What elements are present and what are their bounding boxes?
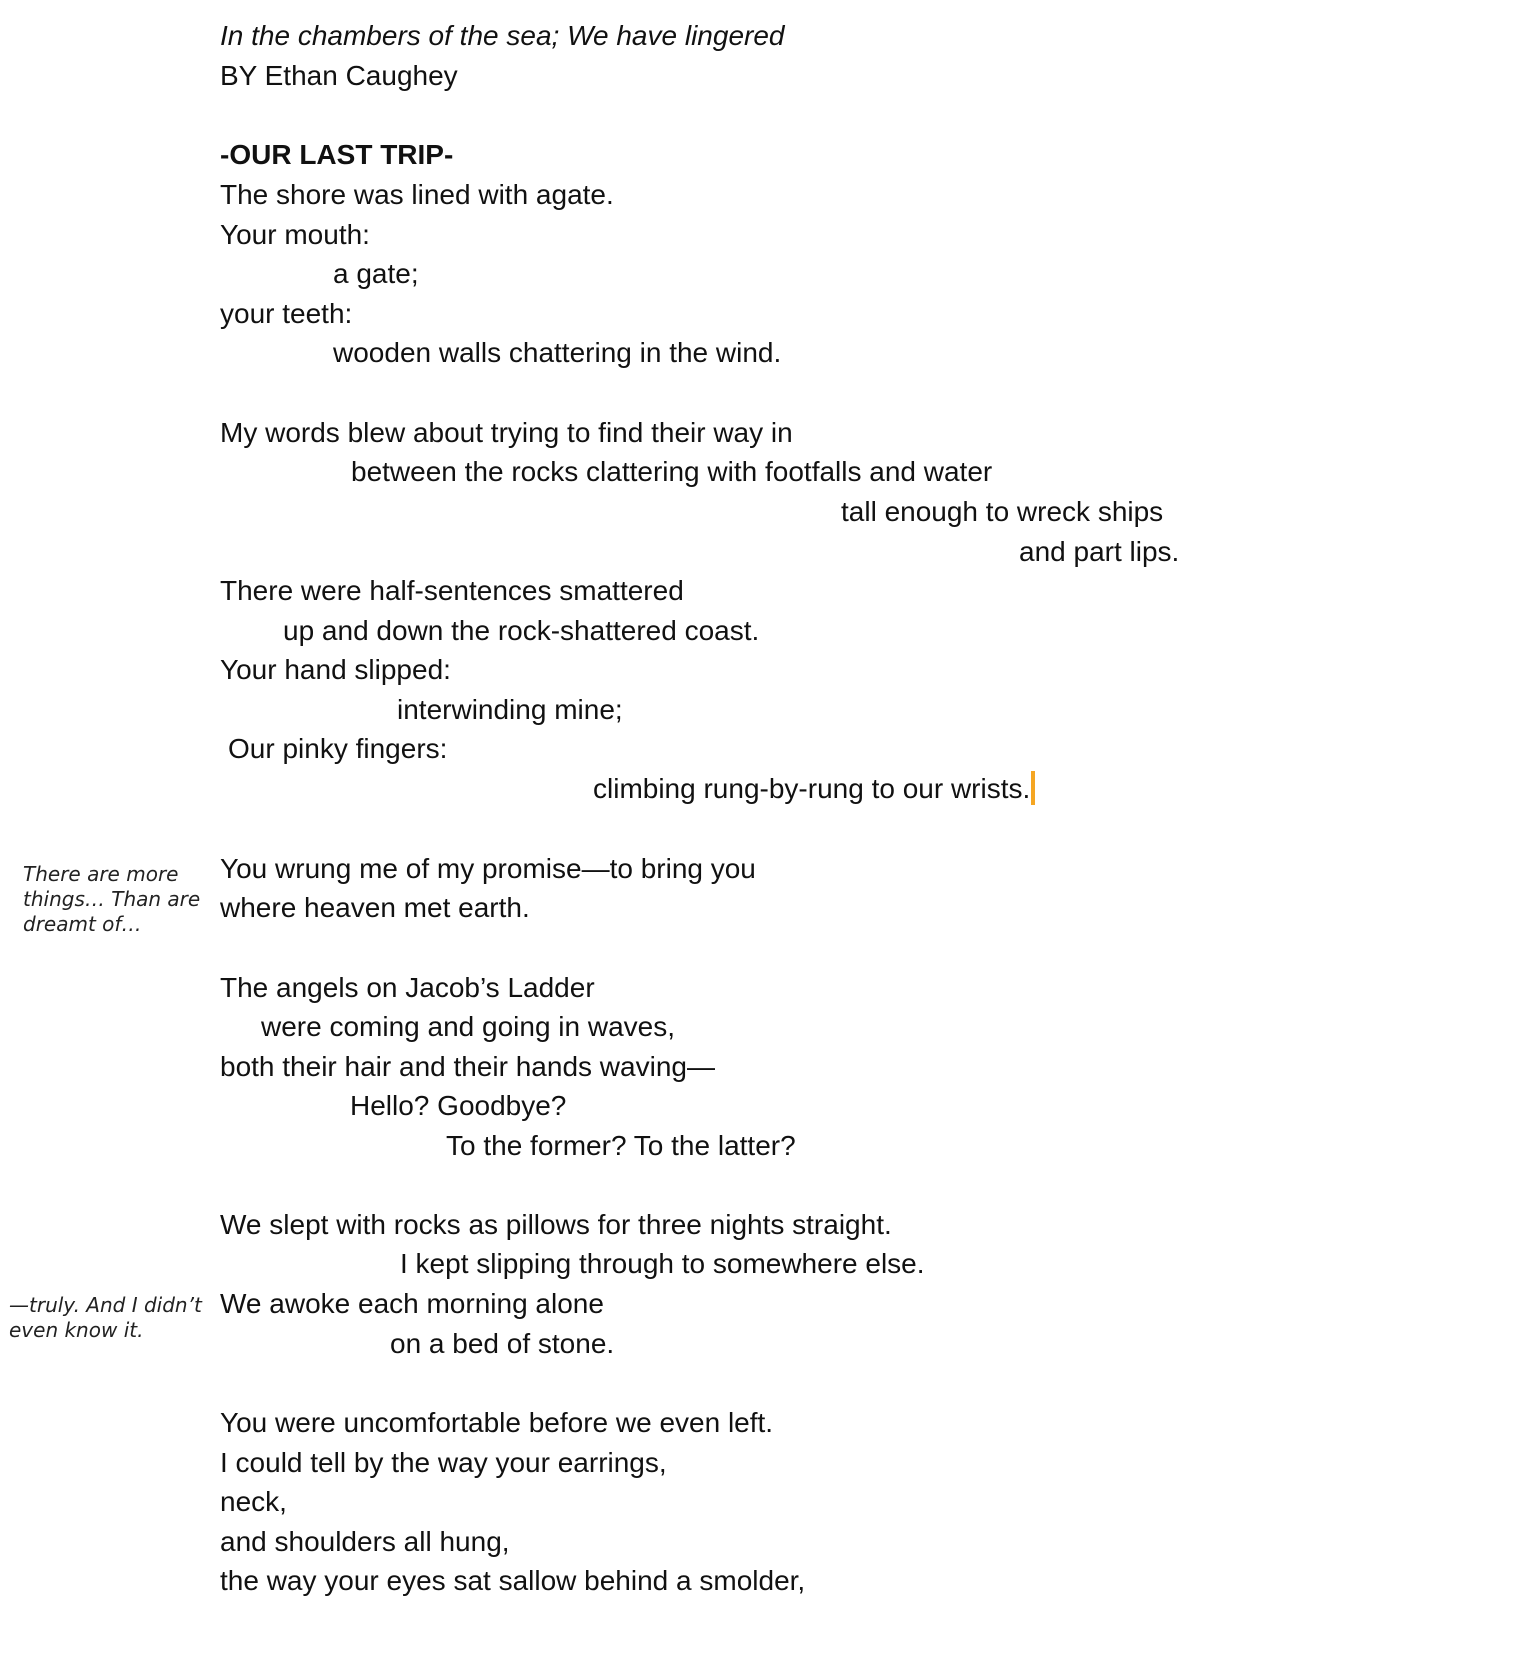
poem-line: wooden walls chattering in the wind. bbox=[333, 337, 782, 368]
poem-line: neck, bbox=[220, 1486, 287, 1517]
poem-line: My words blew about trying to find their way in bbox=[220, 417, 793, 448]
poem-line: climbing rung-by-rung to our wrists. bbox=[593, 773, 1031, 804]
poem-line: To the former? To the latter? bbox=[446, 1130, 796, 1161]
poem-line: I could tell by the way your earrings, bbox=[220, 1447, 667, 1478]
poem-line: Your mouth: bbox=[220, 219, 370, 250]
poem-line: and part lips. bbox=[1019, 536, 1180, 567]
poem-line: both their hair and their hands waving— bbox=[220, 1051, 715, 1082]
byline: BY Ethan Caughey bbox=[220, 60, 458, 91]
poem-line: Your hand slipped: bbox=[220, 654, 451, 685]
poem-line: We awoke each morning alone bbox=[220, 1288, 604, 1319]
poem-line: up and down the rock-shattered coast. bbox=[283, 615, 760, 646]
poem-line: I kept slipping through to somewhere else. bbox=[400, 1248, 925, 1279]
poem-line: on a bed of stone. bbox=[390, 1328, 615, 1359]
poem-line: tall enough to wreck ships bbox=[841, 496, 1164, 527]
text-cursor bbox=[1031, 771, 1035, 805]
poem-line: and shoulders all hung, bbox=[220, 1526, 510, 1557]
poem-line: The shore was lined with agate. bbox=[220, 179, 614, 210]
poem-line: the way your eyes sat sallow behind a smolder, bbox=[220, 1565, 806, 1596]
margin-note: There are more things… Than are dreamt of… bbox=[23, 862, 201, 936]
poem-line: You were uncomfortable before we even left. bbox=[220, 1407, 774, 1438]
poem-line: The angels on Jacob’s Ladder bbox=[220, 972, 595, 1003]
poem-line: where heaven met earth. bbox=[220, 892, 530, 923]
poem-line-with-cursor bbox=[593, 771, 1035, 807]
poem-line: Our pinky fingers: bbox=[228, 733, 448, 764]
poem-line: interwinding mine; bbox=[397, 694, 623, 725]
poem-line: were coming and going in waves, bbox=[261, 1011, 676, 1042]
poem-line: Hello? Goodbye? bbox=[350, 1090, 567, 1121]
poem-line: We slept with rocks as pillows for three nights straight. bbox=[220, 1209, 892, 1240]
section-heading: -OUR LAST TRIP- bbox=[220, 139, 454, 170]
margin-note: —truly. And I didn’t even know it. bbox=[9, 1293, 202, 1342]
poem-line: between the rocks clattering with footfalls and water bbox=[351, 456, 993, 487]
poem-line: You wrung me of my promise—to bring you bbox=[220, 853, 756, 884]
poem-title: In the chambers of the sea; We have lingered bbox=[220, 20, 785, 51]
poem-line: a gate; bbox=[333, 258, 419, 289]
poem-line: There were half-sentences smattered bbox=[220, 575, 684, 606]
poem-line: your teeth: bbox=[220, 298, 353, 329]
